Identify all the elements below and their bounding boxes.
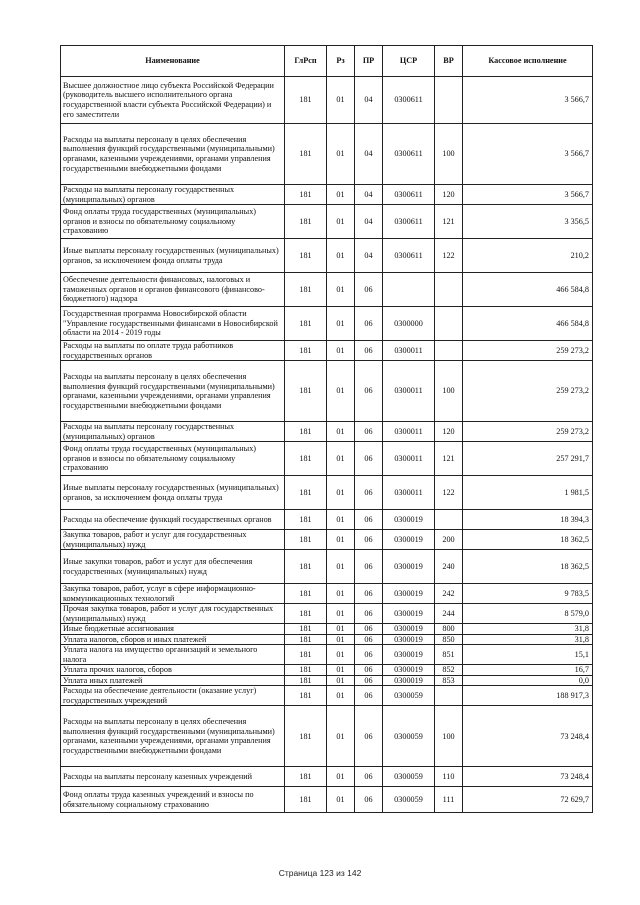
cell-rz: 01 xyxy=(327,205,355,239)
table-row xyxy=(61,787,593,813)
table-row xyxy=(61,510,593,530)
cell-vr: 240 xyxy=(435,550,463,584)
header-csr: ЦСР xyxy=(383,46,435,77)
cell-glrsp: 181 xyxy=(285,706,327,767)
cell-vr: 100 xyxy=(435,706,463,767)
header-kassa: Кассовое исполнение xyxy=(463,46,593,77)
cell-pr: 06 xyxy=(355,767,383,787)
cell-rz: 01 xyxy=(327,624,355,635)
cell-csr: 0300011 xyxy=(383,422,435,442)
cell-sum: 188 917,3 xyxy=(463,686,593,706)
cell-glrsp: 181 xyxy=(285,767,327,787)
cell-glrsp: 181 xyxy=(285,273,327,307)
cell-sum: 210,2 xyxy=(463,239,593,273)
cell-glrsp: 181 xyxy=(285,624,327,635)
cell-vr xyxy=(435,273,463,307)
table-row xyxy=(61,584,593,604)
cell-rz: 01 xyxy=(327,550,355,584)
table-row xyxy=(61,675,593,686)
cell-name: Расходы на обеспечение функций государственных органов xyxy=(61,510,285,530)
cell-pr: 06 xyxy=(355,530,383,550)
cell-rz: 01 xyxy=(327,665,355,676)
cell-glrsp: 181 xyxy=(285,675,327,686)
cell-vr: 120 xyxy=(435,422,463,442)
cell-csr: 0300019 xyxy=(383,510,435,530)
cell-sum: 3 566,7 xyxy=(463,77,593,124)
cell-csr: 0300611 xyxy=(383,239,435,273)
cell-csr: 0300059 xyxy=(383,767,435,787)
cell-csr: 0300019 xyxy=(383,624,435,635)
cell-csr: 0300000 xyxy=(383,307,435,341)
cell-csr: 0300019 xyxy=(383,530,435,550)
cell-rz: 01 xyxy=(327,77,355,124)
cell-csr: 0300059 xyxy=(383,706,435,767)
cell-vr: 850 xyxy=(435,634,463,645)
cell-glrsp: 181 xyxy=(285,422,327,442)
cell-glrsp: 181 xyxy=(285,77,327,124)
header-pr: ПР xyxy=(355,46,383,77)
table-row xyxy=(61,706,593,767)
cell-rz: 01 xyxy=(327,185,355,205)
cell-vr xyxy=(435,341,463,361)
cell-pr: 06 xyxy=(355,476,383,510)
cell-sum: 72 629,7 xyxy=(463,787,593,813)
cell-sum: 18 362,5 xyxy=(463,530,593,550)
cell-vr: 800 xyxy=(435,624,463,635)
cell-csr: 0300011 xyxy=(383,361,435,422)
cell-pr: 06 xyxy=(355,787,383,813)
cell-glrsp: 181 xyxy=(285,604,327,624)
cell-pr: 06 xyxy=(355,604,383,624)
cell-rz: 01 xyxy=(327,239,355,273)
cell-glrsp: 181 xyxy=(285,787,327,813)
table-row xyxy=(61,624,593,635)
cell-name: Иные выплаты персоналу государственных (муниципальных) органов, за исключением фонда оплаты труда xyxy=(61,476,285,510)
cell-rz: 01 xyxy=(327,584,355,604)
table-row xyxy=(61,604,593,624)
cell-name: Расходы на выплаты персоналу государственных (муниципальных) органов xyxy=(61,185,285,205)
cell-sum: 73 248,4 xyxy=(463,706,593,767)
cell-vr: 100 xyxy=(435,361,463,422)
cell-sum: 0,0 xyxy=(463,675,593,686)
cell-name: Фонд оплаты труда казенных учреждений и взносы по обязательному социальному страхованию xyxy=(61,787,285,813)
cell-pr: 04 xyxy=(355,77,383,124)
table-header-row xyxy=(61,46,593,77)
cell-csr: 0300611 xyxy=(383,77,435,124)
cell-glrsp: 181 xyxy=(285,686,327,706)
cell-sum: 18 394,3 xyxy=(463,510,593,530)
table-row xyxy=(61,205,593,239)
cell-pr: 06 xyxy=(355,510,383,530)
cell-sum: 259 273,2 xyxy=(463,341,593,361)
table-row xyxy=(61,422,593,442)
cell-name: Уплата иных платежей xyxy=(61,675,285,686)
cell-rz: 01 xyxy=(327,361,355,422)
cell-rz: 01 xyxy=(327,341,355,361)
cell-pr: 06 xyxy=(355,645,383,665)
cell-rz: 01 xyxy=(327,675,355,686)
cell-csr: 0300019 xyxy=(383,665,435,676)
cell-pr: 06 xyxy=(355,341,383,361)
header-name: Наименование xyxy=(61,46,285,77)
cell-rz: 01 xyxy=(327,273,355,307)
cell-name: Расходы на выплаты персоналу в целях обеспечения выполнения функций государственными (муниципальными) органами, казенными учреждениями, органами управления государственными внебюджетными фондами xyxy=(61,706,285,767)
cell-glrsp: 181 xyxy=(285,205,327,239)
cell-pr: 06 xyxy=(355,584,383,604)
cell-name: Расходы на обеспечение деятельности (оказание услуг) государственных учреждений xyxy=(61,686,285,706)
cell-vr: 122 xyxy=(435,476,463,510)
cell-csr: 0300019 xyxy=(383,584,435,604)
budget-table xyxy=(60,45,593,813)
table-row xyxy=(61,686,593,706)
table-row xyxy=(61,185,593,205)
cell-name: Иные выплаты персоналу государственных (муниципальных) органов, за исключением фонда оплаты труда xyxy=(61,239,285,273)
cell-name: Расходы на выплаты персоналу государственных (муниципальных) органов xyxy=(61,422,285,442)
cell-sum: 8 579,0 xyxy=(463,604,593,624)
cell-rz: 01 xyxy=(327,767,355,787)
cell-rz: 01 xyxy=(327,530,355,550)
cell-pr: 04 xyxy=(355,205,383,239)
table-row xyxy=(61,665,593,676)
cell-name: Фонд оплаты труда государственных (муниципальных) органов и взносы по обязательному социальному страхованию xyxy=(61,205,285,239)
table-row xyxy=(61,550,593,584)
cell-name: Закупка товаров, работ, услуг в сфере информационно-коммуникационных технологий xyxy=(61,584,285,604)
cell-glrsp: 181 xyxy=(285,530,327,550)
cell-glrsp: 181 xyxy=(285,124,327,185)
cell-glrsp: 181 xyxy=(285,634,327,645)
cell-name: Обеспечение деятельности финансовых, налоговых и таможенных органов и органов финансового (финансово-бюджетного) надзора xyxy=(61,273,285,307)
table-row xyxy=(61,645,593,665)
cell-pr: 06 xyxy=(355,686,383,706)
table-row xyxy=(61,361,593,422)
cell-name: Иные закупки товаров, работ и услуг для обеспечения государственных (муниципальных) нужд xyxy=(61,550,285,584)
cell-sum: 3 566,7 xyxy=(463,185,593,205)
cell-csr: 0300011 xyxy=(383,341,435,361)
cell-vr xyxy=(435,686,463,706)
cell-vr: 200 xyxy=(435,530,463,550)
cell-csr: 0300059 xyxy=(383,686,435,706)
cell-vr xyxy=(435,307,463,341)
cell-vr: 120 xyxy=(435,185,463,205)
cell-csr: 0300019 xyxy=(383,634,435,645)
cell-name: Фонд оплаты труда государственных (муниципальных) органов и взносы по обязательному социальному страхованию xyxy=(61,442,285,476)
cell-sum: 466 584,8 xyxy=(463,307,593,341)
cell-pr: 06 xyxy=(355,665,383,676)
cell-pr: 06 xyxy=(355,307,383,341)
cell-rz: 01 xyxy=(327,476,355,510)
table-row xyxy=(61,77,593,124)
cell-name: Расходы на выплаты персоналу казенных учреждений xyxy=(61,767,285,787)
cell-sum: 73 248,4 xyxy=(463,767,593,787)
cell-name: Уплата налога на имущество организаций и земельного налога xyxy=(61,645,285,665)
cell-vr: 853 xyxy=(435,675,463,686)
cell-glrsp: 181 xyxy=(285,185,327,205)
cell-rz: 01 xyxy=(327,686,355,706)
cell-csr: 0300019 xyxy=(383,675,435,686)
cell-sum: 31,8 xyxy=(463,624,593,635)
cell-rz: 01 xyxy=(327,706,355,767)
table-row xyxy=(61,124,593,185)
cell-rz: 01 xyxy=(327,510,355,530)
cell-glrsp: 181 xyxy=(285,476,327,510)
cell-rz: 01 xyxy=(327,634,355,645)
cell-name: Высшее должностное лицо субъекта Российской Федерации (руководитель высшего исполнительного органа государственной власти субъекта Российской Федерации) и его заместители xyxy=(61,77,285,124)
table-row xyxy=(61,476,593,510)
header-rz: Рз xyxy=(327,46,355,77)
cell-rz: 01 xyxy=(327,645,355,665)
cell-rz: 01 xyxy=(327,307,355,341)
cell-pr: 06 xyxy=(355,634,383,645)
cell-pr: 04 xyxy=(355,239,383,273)
cell-vr xyxy=(435,77,463,124)
cell-vr: 110 xyxy=(435,767,463,787)
cell-csr xyxy=(383,273,435,307)
table-row xyxy=(61,767,593,787)
table-row xyxy=(61,442,593,476)
table-row xyxy=(61,634,593,645)
cell-vr: 122 xyxy=(435,239,463,273)
cell-vr: 111 xyxy=(435,787,463,813)
cell-glrsp: 181 xyxy=(285,361,327,422)
header-glrsp: ГлРсп xyxy=(285,46,327,77)
cell-csr: 0300611 xyxy=(383,124,435,185)
cell-pr: 04 xyxy=(355,124,383,185)
cell-sum: 466 584,8 xyxy=(463,273,593,307)
cell-name: Расходы на выплаты персоналу в целях обеспечения выполнения функций государственными (муниципальными) органами, казенными учреждениями, органами управления государственными внебюджетными фондами xyxy=(61,124,285,185)
cell-sum: 257 291,7 xyxy=(463,442,593,476)
cell-name: Государственная программа Новосибирской области "Управление государственными финансами в Новосибирской области на 2014 - 2019 годы xyxy=(61,307,285,341)
cell-vr: 121 xyxy=(435,205,463,239)
cell-name: Уплата прочих налогов, сборов xyxy=(61,665,285,676)
cell-glrsp: 181 xyxy=(285,510,327,530)
cell-sum: 15,1 xyxy=(463,645,593,665)
cell-sum: 9 783,5 xyxy=(463,584,593,604)
cell-glrsp: 181 xyxy=(285,442,327,476)
table-row xyxy=(61,341,593,361)
cell-rz: 01 xyxy=(327,442,355,476)
table-row xyxy=(61,530,593,550)
cell-glrsp: 181 xyxy=(285,550,327,584)
cell-csr: 0300611 xyxy=(383,185,435,205)
cell-pr: 06 xyxy=(355,624,383,635)
table-row xyxy=(61,307,593,341)
cell-csr: 0300011 xyxy=(383,476,435,510)
cell-name: Закупка товаров, работ и услуг для государственных (муниципальных) нужд xyxy=(61,530,285,550)
cell-glrsp: 181 xyxy=(285,307,327,341)
cell-vr: 852 xyxy=(435,665,463,676)
table-body xyxy=(61,77,593,813)
cell-pr: 06 xyxy=(355,706,383,767)
header-vr: ВР xyxy=(435,46,463,77)
table-row xyxy=(61,273,593,307)
cell-name: Расходы на выплаты по оплате труда работников государственных органов xyxy=(61,341,285,361)
cell-sum: 259 273,2 xyxy=(463,422,593,442)
cell-sum: 1 981,5 xyxy=(463,476,593,510)
cell-rz: 01 xyxy=(327,787,355,813)
cell-rz: 01 xyxy=(327,422,355,442)
cell-vr: 851 xyxy=(435,645,463,665)
cell-vr: 100 xyxy=(435,124,463,185)
cell-sum: 259 273,2 xyxy=(463,361,593,422)
cell-vr: 242 xyxy=(435,584,463,604)
cell-pr: 06 xyxy=(355,675,383,686)
cell-vr: 121 xyxy=(435,442,463,476)
cell-csr: 0300019 xyxy=(383,645,435,665)
cell-csr: 0300019 xyxy=(383,604,435,624)
cell-sum: 16,7 xyxy=(463,665,593,676)
cell-csr: 0300019 xyxy=(383,550,435,584)
cell-sum: 18 362,5 xyxy=(463,550,593,584)
cell-sum: 3 566,7 xyxy=(463,124,593,185)
cell-rz: 01 xyxy=(327,604,355,624)
cell-pr: 06 xyxy=(355,550,383,584)
cell-pr: 06 xyxy=(355,361,383,422)
cell-rz: 01 xyxy=(327,124,355,185)
cell-glrsp: 181 xyxy=(285,584,327,604)
cell-csr: 0300011 xyxy=(383,442,435,476)
cell-sum: 31,8 xyxy=(463,634,593,645)
cell-pr: 06 xyxy=(355,422,383,442)
cell-glrsp: 181 xyxy=(285,645,327,665)
page-footer: Страница 123 из 142 xyxy=(278,868,362,878)
cell-csr: 0300059 xyxy=(383,787,435,813)
cell-glrsp: 181 xyxy=(285,239,327,273)
cell-glrsp: 181 xyxy=(285,665,327,676)
cell-vr: 244 xyxy=(435,604,463,624)
cell-sum: 3 356,5 xyxy=(463,205,593,239)
cell-vr xyxy=(435,510,463,530)
cell-pr: 04 xyxy=(355,185,383,205)
cell-pr: 06 xyxy=(355,442,383,476)
cell-name: Прочая закупка товаров, работ и услуг для государственных (муниципальных) нужд xyxy=(61,604,285,624)
cell-name: Иные бюджетные ассигнования xyxy=(61,624,285,635)
cell-csr: 0300611 xyxy=(383,205,435,239)
cell-pr: 06 xyxy=(355,273,383,307)
table-row xyxy=(61,239,593,273)
cell-glrsp: 181 xyxy=(285,341,327,361)
cell-name: Расходы на выплаты персоналу в целях обеспечения выполнения функций государственными (муниципальными) органами, казенными учреждениями, органами управления государственными внебюджетными фондами xyxy=(61,361,285,422)
cell-name: Уплата налогов, сборов и иных платежей xyxy=(61,634,285,645)
